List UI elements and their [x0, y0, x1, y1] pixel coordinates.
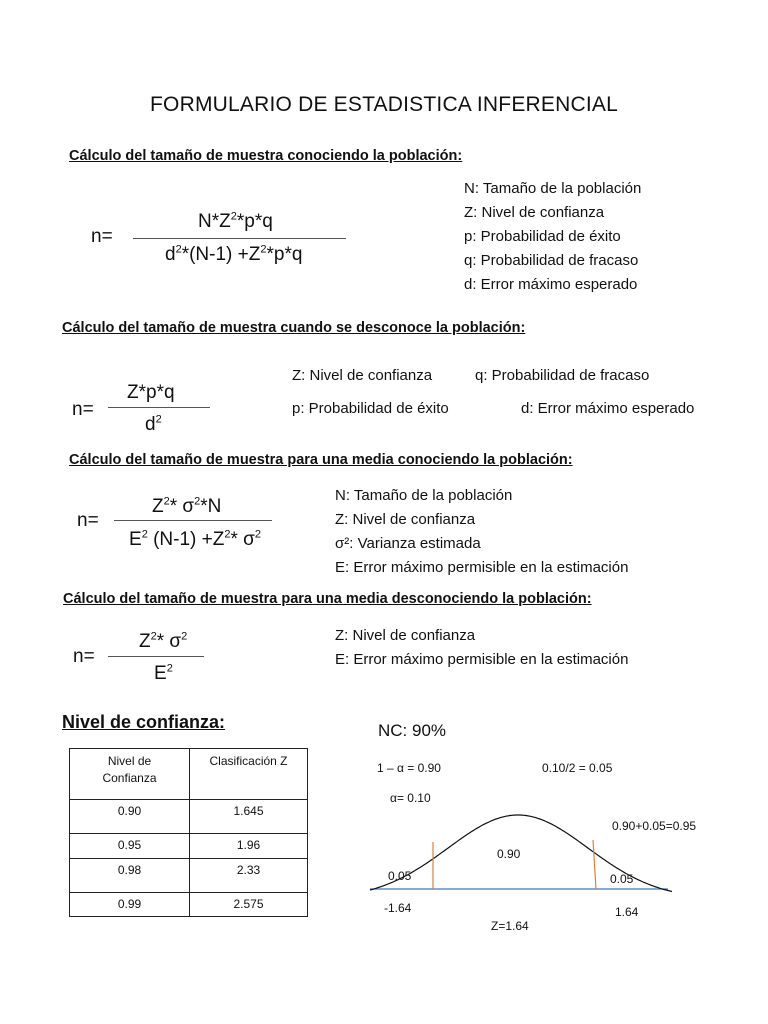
section-3-denominator: $E^2$ $(N-1) +Z^2*$ $\sigma^2$ — [129, 528, 261, 550]
section-3-numerator: $Z^2*$ $\sigma^2*N$ — [152, 495, 222, 517]
section-2-fraction-line — [108, 407, 210, 408]
section-1-legend: N: Tamaño de la población Z: Nivel de confianza p: Probabilidad de éxito q: Probabilidad de fracaso d: Error máximo esperado — [464, 180, 642, 293]
alpha-value: α= 0.10 — [390, 791, 431, 805]
table-cell: 0.90 — [70, 800, 190, 834]
half-alpha-equation: 0.10/2 = 0.05 — [542, 761, 613, 775]
table-cell: 2.33 — [190, 859, 308, 893]
section-3-n-label: n= — [77, 510, 99, 531]
center-area-label: 0.90 — [497, 847, 521, 861]
section-3-fraction-line — [114, 520, 272, 521]
section-4-legend: Z: Nivel de confianza E: Error máximo permisible en la estimación — [335, 627, 629, 668]
normal-curve — [370, 815, 672, 892]
table-cell: 0.95 — [70, 834, 190, 859]
page-title: FORMULARIO DE ESTADISTICA INFERENCIAL — [150, 93, 618, 116]
table-row — [70, 859, 308, 893]
table-row — [70, 800, 308, 834]
confidence-table — [69, 748, 308, 917]
section-1-denominator: $d^2*(N-1) +Z^2*p*q$ — [165, 243, 303, 265]
section-2-legend-q: q: Probabilidad de fracaso — [475, 367, 650, 384]
nc-label: NC: 90% — [378, 721, 447, 740]
section-2-numerator: Z*p*q — [127, 382, 175, 403]
section-1-fraction-line — [133, 238, 346, 239]
table-row — [70, 834, 308, 859]
section-1-numerator: $N*Z^2*p*q$ — [198, 210, 273, 232]
right-tail-label: 0.05 — [610, 872, 634, 886]
z-value-label: Z=1.64 — [491, 919, 529, 933]
table-cell: 1.645 — [190, 800, 308, 834]
section-4-n-label: n= — [73, 646, 95, 667]
section-3-legend: N: Tamaño de la población Z: Nivel de confianza σ²: Varianza estimada E: Error máximo permisible en la estimación — [335, 487, 629, 576]
left-tail-label: 0.05 — [388, 869, 412, 883]
section-2-heading: Cálculo del tamaño de muestra cuando se desconoce la población: — [62, 320, 526, 336]
table-cell: 0.98 — [70, 859, 190, 893]
alpha-equation: 1 – α = 0.90 — [377, 761, 441, 775]
section-2-legend-p: p: Probabilidad de éxito — [292, 400, 449, 417]
table-cell: 2.575 — [190, 893, 308, 917]
normal-curve-diagram — [360, 800, 690, 900]
section-2-denominator: $d^2$ — [145, 413, 162, 435]
section-4-numerator: $Z^2*$ $\sigma^2$ — [139, 630, 188, 652]
section-4-heading: Cálculo del tamaño de muestra para una media desconociendo la población: — [63, 591, 592, 607]
section-1-n-label: n= — [91, 226, 113, 247]
right-z-label: 1.64 — [615, 905, 639, 919]
table-header-row — [70, 749, 308, 800]
section-3-heading: Cálculo del tamaño de muestra para una media conociendo la población: — [69, 452, 573, 468]
section-1-heading: Cálculo del tamaño de muestra conociendo la población: — [69, 148, 463, 164]
left-z-label: -1.64 — [384, 901, 412, 915]
section-2-n-label: n= — [72, 399, 94, 420]
section-2-legend-z: Z: Nivel de confianza — [292, 367, 433, 384]
section-4-fraction-line — [108, 656, 204, 657]
right-sum-label: 0.90+0.05=0.95 — [612, 819, 697, 833]
table-cell: 0.99 — [70, 893, 190, 917]
section-4-denominator: $E^2$ — [154, 662, 173, 684]
right-critical-line — [593, 840, 596, 889]
table-header-cell: Clasificación Z — [190, 749, 308, 800]
confidence-heading: Nivel de confianza: — [62, 712, 226, 732]
table-row — [70, 893, 308, 917]
section-2-legend-d: d: Error máximo esperado — [521, 400, 695, 417]
table-cell: 1.96 — [190, 834, 308, 859]
table-header-cell: Nivel de Confianza — [70, 749, 190, 800]
